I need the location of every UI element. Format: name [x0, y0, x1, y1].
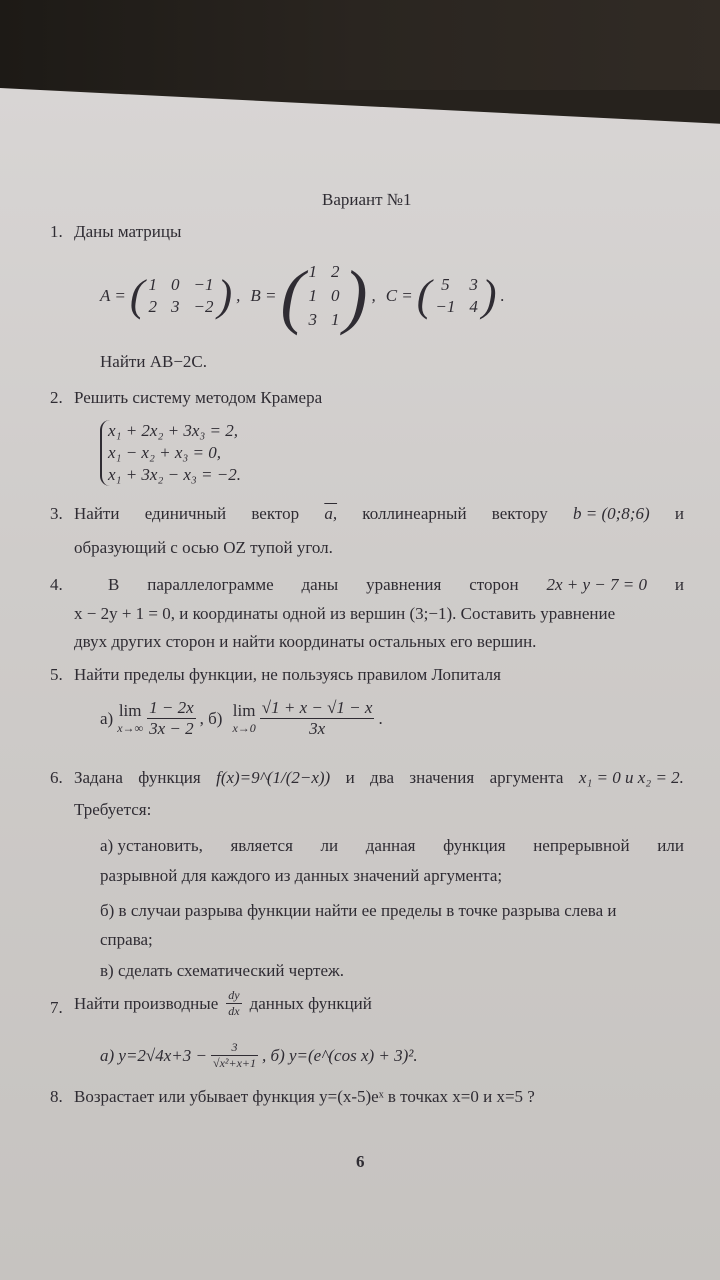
word: Найти [74, 504, 120, 523]
matrix-b-cell: 1 [308, 286, 317, 305]
problem-2-text: Решить систему методом Крамера [74, 388, 323, 407]
denominator: 3x − 2 [149, 719, 194, 738]
matrix-a-cell: 0 [170, 275, 180, 294]
problem-7-text [74, 988, 372, 1019]
vector-b: b = (0;8;6) [573, 504, 650, 523]
paren-right: ) [217, 271, 233, 320]
numerator: 3 [211, 1040, 258, 1056]
problem-1-text: Даны матрицы [74, 222, 182, 241]
problem-4-line-2: x − 2y + 1 = 0, и координаты одной из вершин (3;−1). Составить уравнение [74, 604, 616, 623]
numerator: dy [228, 988, 240, 1002]
word: функция [138, 768, 201, 787]
function-a: а) y=2√4x+3 − [100, 1045, 207, 1065]
matrices-line [100, 256, 505, 336]
matrix-c-label: C = [385, 286, 413, 305]
problem-6-line-1 [74, 768, 684, 788]
period: . [500, 286, 505, 305]
text: Найти производные [74, 993, 219, 1013]
word: значения [409, 768, 475, 787]
page-number: 6 [356, 1152, 365, 1171]
problem-3-line-2: образующий с осью OZ тупой угол. [74, 538, 333, 557]
paren-right: ) [343, 256, 368, 336]
limits-line [100, 698, 383, 739]
fraction [211, 1040, 258, 1071]
matrix-c-cell: 3 [469, 275, 478, 294]
word: параллелограмме [147, 575, 274, 594]
fraction-b [260, 698, 375, 739]
separator: , [371, 286, 376, 305]
matrix-b-cell: 3 [308, 310, 317, 329]
matrix-a-cell: −1 [193, 275, 214, 294]
matrix-a-cell: 2 [148, 297, 157, 316]
equation-system [100, 420, 241, 486]
matrix-a-label: A = [100, 286, 126, 305]
problem-7-functions [100, 1040, 418, 1071]
problem-6-b-line-2: справа; [100, 930, 153, 949]
matrix-b-cell: 1 [330, 310, 340, 329]
background-shadow [0, 0, 720, 90]
problem-5-text: Найти пределы функции, не пользуясь правилом Лопиталя [74, 665, 501, 684]
matrix-c [435, 275, 477, 317]
matrix-b-cell: 0 [330, 286, 340, 305]
derivative-fraction [226, 988, 241, 1019]
text: данных функций [249, 993, 372, 1013]
problem-1-number: 1. [50, 222, 63, 241]
numerator: 1 − 2x [149, 698, 194, 717]
equation: 2x + y − 7 = 0 [546, 575, 647, 594]
lim-word: lim [118, 701, 142, 720]
matrix-a-cell: 3 [170, 297, 180, 316]
matrix-c-cell: −1 [435, 297, 456, 316]
word: ли [320, 836, 339, 855]
function-formula: f(x)=9^(1/(2−x)) [216, 768, 331, 787]
problem-3-number: 3. [50, 504, 63, 523]
problem-6-b-line-1: б) в случаи разрыва функции найти ее пределы в точке разрыва слева и [100, 901, 617, 920]
numerator: √1 + x − √1 − x [261, 698, 373, 717]
word: аргумента [489, 768, 564, 787]
problem-4-line-1 [108, 575, 684, 595]
problem-4-line-3: двух других сторон и найти координаты остальных его вершин. [74, 632, 537, 651]
paren-left: ( [280, 256, 305, 336]
word: и [674, 504, 684, 523]
lim-subscript: x→∞ [117, 721, 144, 735]
denominator: dx [228, 1004, 240, 1018]
word: и [674, 575, 684, 594]
matrix-b [308, 262, 339, 330]
word: Задана [74, 768, 123, 787]
problem-5-number: 5. [50, 665, 63, 684]
period: . [378, 708, 383, 728]
equation-2: x₁ − x₂ + x₃ = 0, [108, 443, 222, 462]
lim-subscript: x→0 [232, 721, 256, 735]
argument-values: x₁ = 0 и x₂ = 2. [578, 768, 684, 787]
problem-2-number: 2. [50, 388, 63, 407]
problem-6-required: Требуется: [74, 800, 152, 819]
problem-8-text: Возрастает или убывает функция y=(x-5)eˣ в точках x=0 и x=5 ? [74, 1087, 535, 1106]
word: непрерывной [533, 836, 630, 855]
fraction-a [147, 698, 196, 739]
lim-b [232, 701, 255, 736]
lim-a [117, 701, 143, 736]
word: функция [443, 836, 506, 855]
paren-left: ( [129, 271, 145, 320]
paren-right: ) [481, 271, 497, 320]
word: вектор [251, 504, 300, 523]
problem-6-number: 6. [50, 768, 63, 787]
problem-6-c: в) сделать схематический чертеж. [100, 961, 345, 980]
problem-6-a-line-1 [100, 836, 684, 856]
item-label: , б) [199, 708, 223, 728]
word: сторон [469, 575, 519, 594]
lim-word: lim [232, 701, 256, 720]
item-label: а) [100, 708, 114, 728]
paren-left: ( [416, 271, 432, 320]
problem-3-line-1 [74, 504, 684, 524]
denominator: 3x [309, 719, 326, 738]
problem-1-task: Найти AB−2C. [100, 352, 207, 371]
matrix-b-cell: 1 [308, 262, 317, 281]
matrix-b-cell: 2 [330, 262, 340, 281]
matrix-c-cell: 5 [441, 275, 450, 294]
word: является [230, 836, 293, 855]
matrix-c-cell: 4 [469, 297, 478, 316]
word: данная [365, 836, 416, 855]
problem-8-number: 8. [50, 1087, 63, 1106]
matrix-a [148, 275, 213, 317]
matrix-a-cell: −2 [193, 297, 214, 316]
variant-title: Вариант №1 [322, 190, 412, 209]
matrix-b-label: B = [250, 286, 277, 305]
word: единичный [144, 504, 227, 523]
problem-7-number: 7. [50, 998, 63, 1017]
problem-6-a-line-2: разрывной для каждого из данных значений аргумента; [100, 866, 503, 885]
function-b: , б) y=(e^(cos x) + 3)². [262, 1045, 418, 1065]
word: уравнения [366, 575, 442, 594]
separator: , [236, 286, 241, 305]
denominator: √x²+x+1 [213, 1056, 257, 1070]
word: В [108, 575, 120, 594]
word: даны [301, 575, 339, 594]
word: вектору [491, 504, 548, 523]
equation-1: x₁ + 2x₂ + 3x₃ = 2, [108, 421, 239, 440]
problem-4-number: 4. [50, 575, 63, 594]
word: коллинеарный [362, 504, 467, 523]
matrix-a-cell: 1 [148, 275, 157, 294]
equation-3: x₁ + 3x₂ − x₃ = −2. [108, 465, 242, 484]
word: или [657, 836, 684, 855]
word: два [370, 768, 395, 787]
word: а) установить, [100, 836, 203, 855]
word: и [345, 768, 355, 787]
vector-a: a, [324, 504, 338, 523]
